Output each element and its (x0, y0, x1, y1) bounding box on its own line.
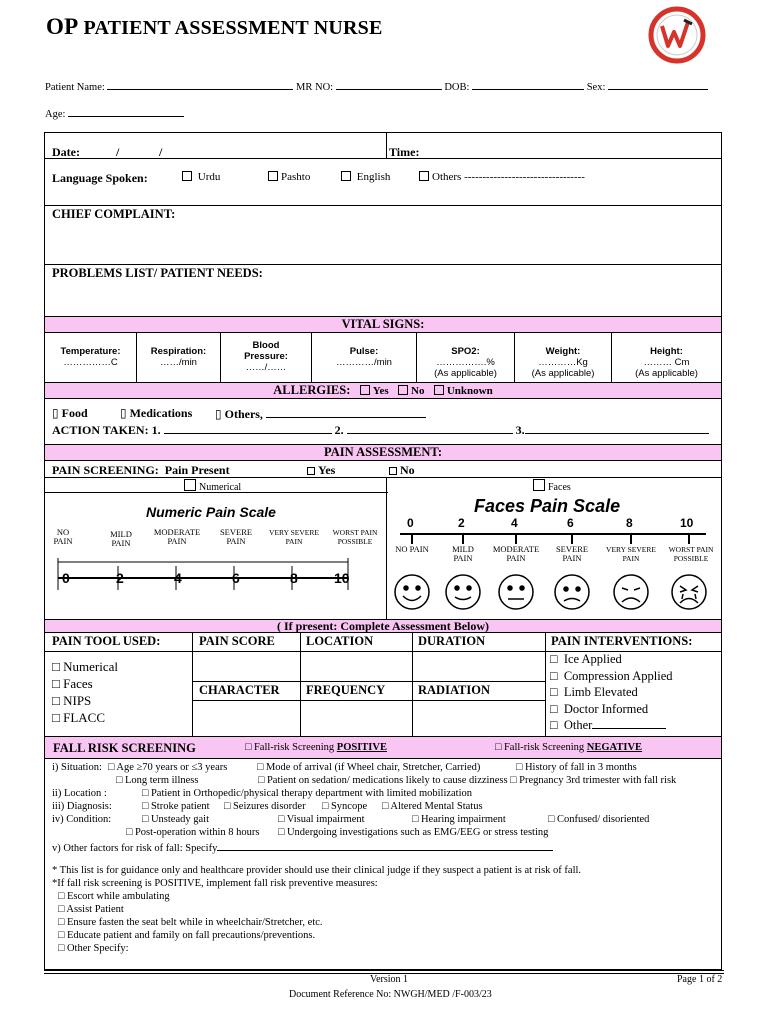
numeric-label-6: SEVERE PAIN (219, 527, 253, 546)
numeric-pain-scale: NO PAIN MILD PAIN MODERATE PAIN SEVERE PAIN VERY SEVERE PAIN WORST PAIN POSSIBLE 0 2 4 6 8 10 (48, 526, 388, 598)
mr-no-field[interactable] (336, 78, 442, 90)
numeric-label-8: VERY SEVERE PAIN (269, 528, 319, 546)
if-present-banner: ( If present: Complete Assessment Below) (45, 619, 721, 633)
numeric-scale-title: Numeric Pain Scale (146, 504, 276, 520)
numeric-label-2: MILD PAIN (110, 529, 132, 548)
patient-name-field[interactable] (107, 78, 293, 90)
pain-no[interactable]: No (389, 463, 415, 478)
faces-label-10: WORST PAIN POSSIBLE (668, 545, 714, 563)
action-taken[interactable]: ACTION TAKEN: 1. 2. 3. (52, 422, 709, 438)
faces-label-6: SEVERE PAIN (555, 544, 589, 563)
numeric-label-0: NO PAIN (53, 527, 73, 546)
duration-header: DURATION (418, 634, 486, 648)
dob-field[interactable] (472, 78, 584, 90)
pain-interventions-header: PAIN INTERVENTIONS: (551, 634, 693, 648)
pain-tool-header: PAIN TOOL USED: (52, 634, 161, 648)
hospital-logo (644, 2, 708, 66)
faces-label-2: MILD PAIN (452, 544, 474, 563)
tool-flacc[interactable]: □ FLACC (52, 710, 106, 725)
vital-weight[interactable]: Weight: …………Kg (As applicable) (531, 346, 595, 379)
frequency-header: FREQUENCY (306, 683, 386, 697)
allergy-others[interactable]: ▯ Others, (215, 406, 426, 422)
intervention-doctor[interactable]: □ Doctor Informed (550, 701, 649, 716)
vital-temperature[interactable]: Temperature: ……………C (60, 346, 121, 368)
tool-numerical[interactable]: □ Numerical (52, 659, 118, 674)
lang-urdu[interactable]: Urdu (182, 171, 220, 183)
vital-spo2[interactable]: SPO2: …………….% (As applicable) (434, 346, 497, 379)
measure-seatbelt[interactable]: □ Ensure fasten the seat belt while in wheelchair/Stretcher, etc. (58, 917, 323, 928)
character-header: CHARACTER (199, 683, 280, 697)
tool-nips[interactable]: □ NIPS (52, 693, 92, 708)
problems-label: PROBLEMS LIST/ PATIENT NEEDS: (52, 266, 263, 280)
fall-risk-header: FALL RISK SCREENING □ Fall-risk Screening POSITIVE □ Fall-risk Screening NEGATIVE (45, 737, 721, 759)
lang-pashto[interactable]: Pashto (268, 171, 310, 183)
fall-positive[interactable]: □ Fall-risk Screening POSITIVE (245, 742, 387, 753)
language-label: Language Spoken: (52, 171, 148, 185)
measure-other[interactable]: □ Other Specify: (58, 943, 129, 954)
pain-assessment-header: PAIN ASSESSMENT: (45, 444, 721, 461)
faces-scale-title: Faces Pain Scale (474, 496, 621, 516)
page-title: OP PATIENT ASSESSMENT NURSE (46, 14, 383, 39)
numerical-checkbox[interactable]: Numerical (184, 479, 241, 493)
time-label: Time: (389, 145, 420, 159)
pain-tools-list (52, 658, 118, 726)
age-row: Age: (45, 105, 184, 120)
faces-checkbox[interactable]: Faces (533, 479, 571, 493)
vital-bp[interactable]: Blood Pressure: ……/…… (244, 340, 288, 373)
version-label: Version 1 (370, 974, 409, 985)
faces-icons (392, 572, 722, 614)
allergy-food[interactable]: ▯ Food (52, 406, 88, 420)
lang-others[interactable]: Others --------------------------------- (419, 171, 585, 183)
vital-pulse[interactable]: Pulse: …………/min (336, 346, 392, 368)
faces-pain-scale: 0 2 4 6 8 10 NO PAIN MILD PAIN MODERATE PAIN SEVERE PAIN VERY SEVERE PAIN WORST PAIN POSSIBLE (392, 516, 722, 620)
pain-score-header: PAIN SCORE (199, 634, 275, 648)
measure-educate[interactable]: □ Educate patient and family on fall precautions/preventions. (58, 930, 316, 941)
fall-risk-criteria: i) Situation: □ Age ≥70 years or ≤3 years □ Mode of arrival (if Wheel chair, Stretcher, Carried) □ History of fall in 3 months □ Long term illness □ Patient on sedation/ medications likely to cause dizziness □ Pregnancy 3rd trimester with fall risk ii) Location : □ Patient in Orthopedic/physical therapy department with limited mobilization iii) Diagnosis: □ Stroke patient □ Seizures disorder □ Syncope □ Altered Mental Status iv) Condition: □ Unsteady gait □ Visual impairment □ Hearing impairment □ Confused/ disoriented □ Post-operation within 8 hours □ Undergoing investigations such as EMG/EEG or stress testing v) Other factors for risk of fall: Specify * This list is for guidance only and healthcare provider should use their clinical judge if they suspect a patient is at risk of fall. *If fall risk screening is POSITIVE, implement fall risk preventive measures: □ Escort while ambulating □ Assist Patient □ Ensure fasten the seat belt while in wheelchair/Stretcher, etc. □ Educate patient and family on fall precautions/preventions. □ Other Specify: (52, 761, 720, 955)
faces-label-8: VERY SEVERE PAIN (606, 545, 656, 563)
pain-screening: PAIN SCREENING: Pain Present (52, 463, 230, 477)
radiation-header: RADIATION (418, 683, 490, 697)
numeric-label-10: WORST PAIN POSSIBLE (332, 528, 378, 546)
measure-escort[interactable]: □ Escort while ambulating (58, 891, 170, 902)
intervention-compression[interactable]: □ Compression Applied (550, 668, 673, 683)
allergy-medications[interactable]: ▯ Medications (120, 406, 193, 420)
intervention-other[interactable]: □ Other (550, 717, 673, 734)
page-number: Page 1 of 2 (677, 974, 723, 985)
numeric-label-4: MODERATE PAIN (153, 527, 201, 546)
lang-english[interactable]: English (341, 171, 390, 183)
faces-label-4: MODERATE PAIN (492, 544, 540, 563)
vital-signs-header: VITAL SIGNS: (45, 316, 721, 333)
intervention-limb[interactable]: □ Limb Elevated (550, 685, 638, 699)
intervention-ice[interactable]: □ Ice Applied (550, 652, 622, 666)
date-label: Date: (52, 145, 80, 159)
faces-label-0: NO PAIN (395, 544, 429, 554)
patient-header: Patient Name: MR NO: DOB: Sex: (45, 78, 708, 93)
measure-assist[interactable]: □ Assist Patient (58, 904, 124, 915)
document-reference: Document Reference No: NWGH/MED /F-003/23 (289, 989, 492, 1000)
allergies-header: ALLERGIES: Yes No Unknown (45, 382, 721, 399)
sex-field[interactable] (608, 78, 708, 90)
location-header: LOCATION (306, 634, 374, 648)
vital-respiration[interactable]: Respiration: ……/min (150, 346, 207, 368)
pain-interventions-list (550, 651, 673, 734)
pain-yes[interactable]: Yes (307, 463, 335, 478)
tool-faces[interactable]: □ Faces (52, 676, 93, 691)
age-field[interactable] (68, 105, 184, 117)
vital-height[interactable]: Height: ……… Cm (As applicable) (635, 346, 698, 379)
chief-complaint-label: CHIEF COMPLAINT: (52, 207, 176, 221)
fall-negative[interactable]: □ Fall-risk Screening NEGATIVE (495, 742, 643, 753)
